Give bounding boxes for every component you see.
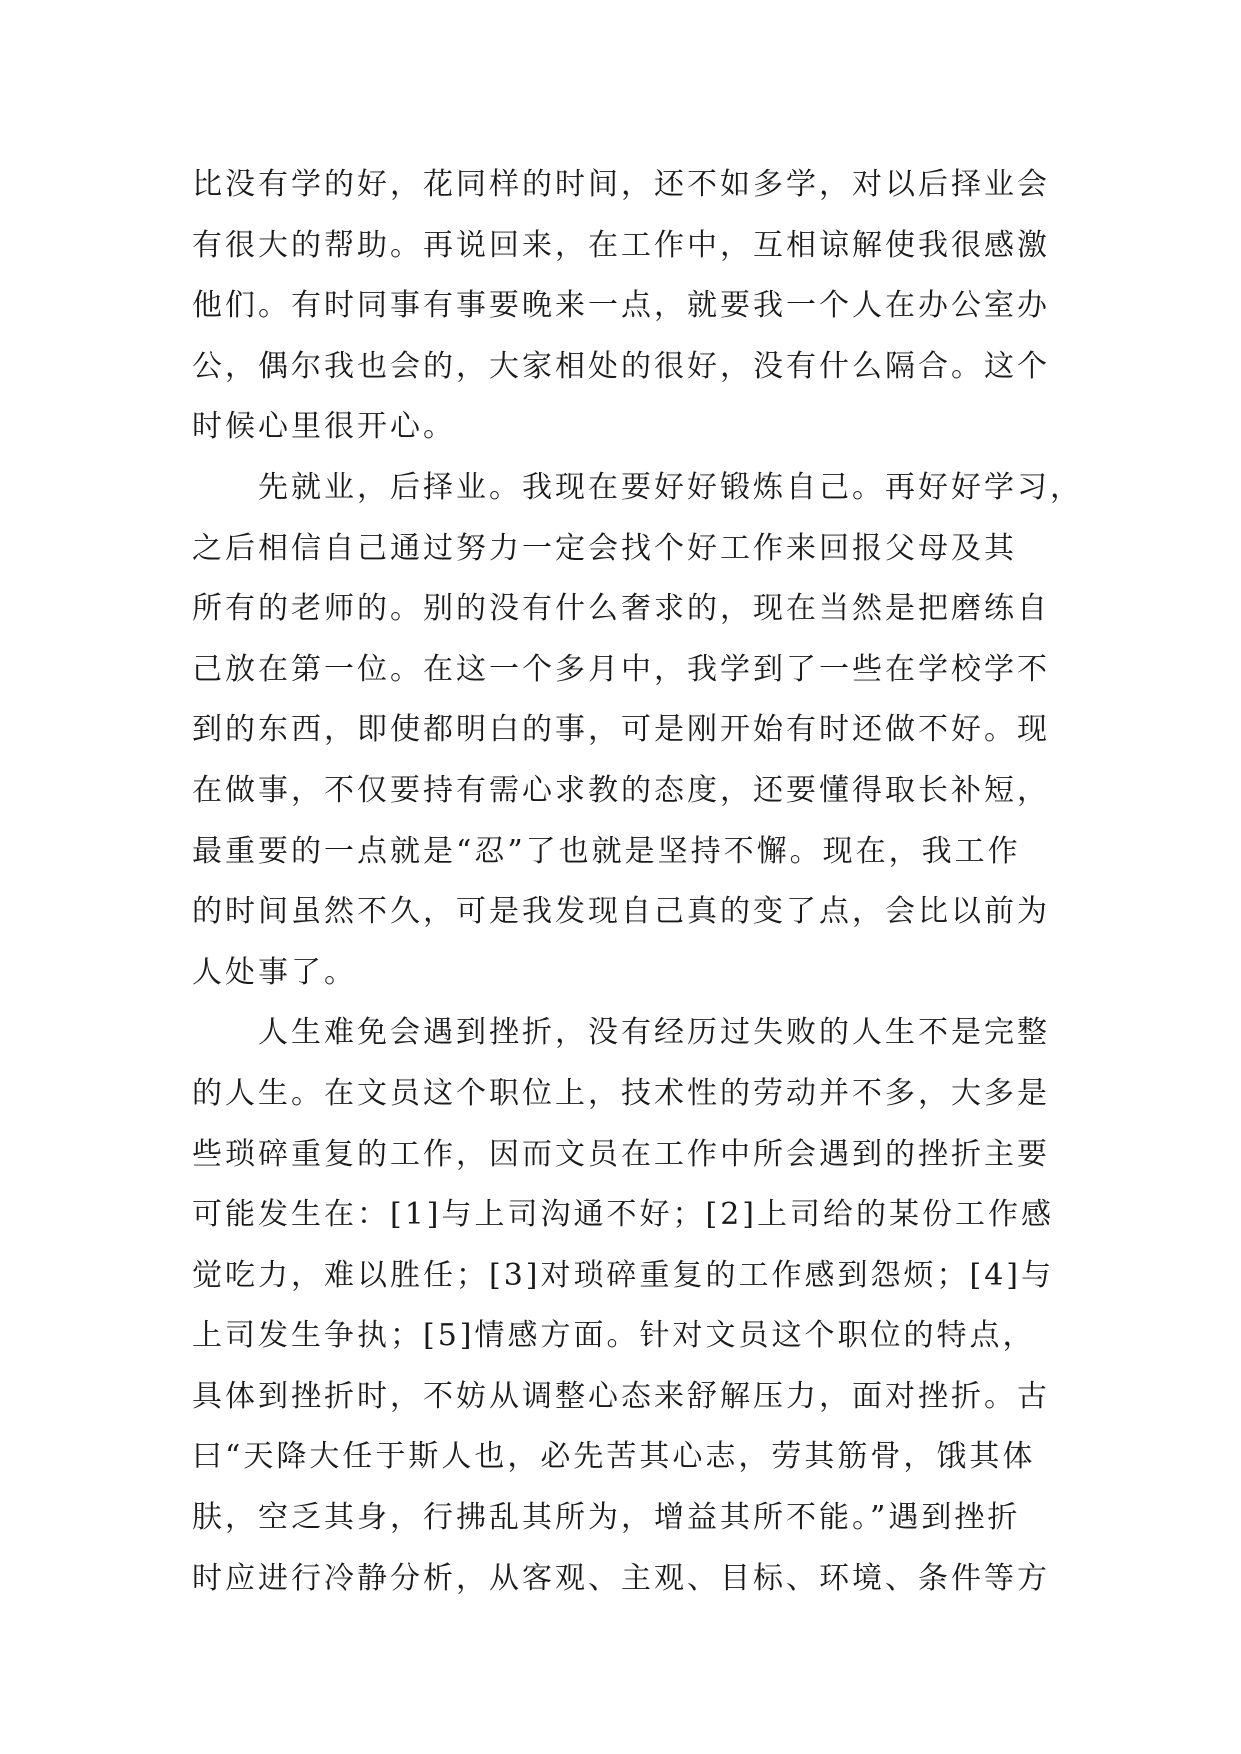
- text-line: 所有的老师的。别的没有什么奢求的，现在当然是把磨练自: [192, 591, 1050, 627]
- text-line: 人处事了。: [192, 954, 357, 990]
- text-line: 己放在第一位。在这一个多月中，我学到了一些在学校学不: [192, 651, 1050, 687]
- text-line: 在做事，不仅要持有需心求教的态度，还要懂得取长补短，: [192, 772, 1050, 808]
- text-line: 他们。有时同事有事要晚来一点，就要我一个人在办公室办: [192, 288, 1050, 324]
- text-line: 具体到挫折时，不妨从调整心态来舒解压力，面对挫折。古: [192, 1378, 1050, 1414]
- text-line: 之后相信自己通过努力一定会找个好工作来回报父母及其: [192, 530, 1017, 566]
- text-line: 觉吃力，难以胜任；[3]对琐碎重复的工作感到怨烦；[4]与: [192, 1257, 1054, 1293]
- text-line: 公，偶尔我也会的，大家相处的很好，没有什么隔合。这个: [192, 348, 1050, 384]
- text-line: 肤，空乏其身，行拂乱其所为，增益其所不能。”遇到挫折: [192, 1500, 1021, 1536]
- text-line: 可能发生在：[1]与上司沟通不好；[2]上司给的某份工作感: [192, 1197, 1054, 1233]
- text-line: 先就业，后择业。我现在要好好锻炼自己。再好好学习，: [192, 469, 1083, 505]
- text-line: 人生难免会遇到挫折，没有经历过失败的人生不是完整: [192, 1015, 1050, 1051]
- text-line: 曰“天降大任于斯人也，必先苦其心志，劳其筋骨，饿其体: [192, 1439, 1036, 1475]
- text-line: 些琐碎重复的工作，因而文员在工作中所会遇到的挫折主要: [192, 1136, 1050, 1172]
- text-line: 的人生。在文员这个职位上，技术性的劳动并不多，大多是: [192, 1075, 1050, 1111]
- text-line: 上司发生争执；[5]情感方面。针对文员这个职位的特点，: [192, 1318, 1036, 1354]
- text-line: 的时间虽然不久，可是我发现自己真的变了点，会比以前为: [192, 894, 1050, 930]
- body-text: [192, 155, 1083, 1609]
- text-line: 时应进行冷静分析，从客观、主观、目标、环境、条件等方: [192, 1560, 1050, 1596]
- text-line: 时候心里很开心。: [192, 409, 456, 445]
- text-line: 有很大的帮助。再说回来，在工作中，互相谅解使我很感激: [192, 227, 1050, 263]
- text-line: 最重要的一点就是“忍”了也就是坚持不懈。现在，我工作: [192, 833, 1021, 869]
- text-line: 到的东西，即使都明白的事，可是刚开始有时还做不好。现: [192, 712, 1050, 748]
- text-line: 比没有学的好，花同样的时间，还不如多学，对以后择业会: [192, 167, 1050, 202]
